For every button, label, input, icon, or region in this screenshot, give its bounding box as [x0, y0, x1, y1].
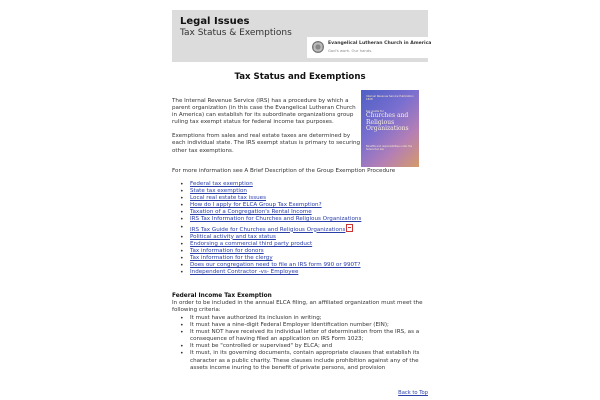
- header-subtitle: Tax Status & Exemptions: [180, 28, 292, 38]
- criteria-list: [180, 315, 428, 372]
- link-donors[interactable]: Tax information for donors: [190, 247, 264, 254]
- more-info-text: For more information see A Brief Description of the Group Exemption Procedure: [172, 168, 396, 174]
- criteria-item: • It must NOT have received its individual letter of determination from the IRS, as a consequence of having filed an application on IRS Form 1023;: [180, 329, 428, 343]
- list-item: [180, 216, 361, 223]
- link-federal-tax-exemption[interactable]: Federal tax exemption: [190, 181, 253, 187]
- list-item: [180, 209, 361, 216]
- book-top-text: Internal Revenue Service Publication 1828: [366, 95, 414, 102]
- list-item: [180, 241, 361, 248]
- elca-logo[interactable]: [307, 37, 432, 58]
- page-content: [172, 10, 432, 396]
- page-header: [172, 10, 432, 62]
- section-heading: Federal Income Tax Exemption: [172, 293, 272, 299]
- link-local-real-estate[interactable]: Local real estate tax issues: [190, 195, 267, 202]
- link-political-activity[interactable]: Political activity and tax status: [190, 233, 276, 240]
- list-item: [180, 234, 361, 241]
- list-item: [180, 255, 361, 262]
- list-item: [180, 262, 361, 269]
- link-clergy[interactable]: Tax information for the clergy: [190, 254, 273, 261]
- link-contractor-vs-employee[interactable]: Independent Contractor -vs- Employee: [190, 269, 299, 276]
- intro-paragraph: The Internal Revenue Service (IRS) has a procedure by which a parent organization (in this case the Evangelical Lutheran Church in America) can establish for its subordinate organizations group ruling tax exempt status for federal income tax purposes.: [172, 98, 356, 126]
- header-title: Legal Issues: [180, 16, 250, 27]
- logo-tagline: God's work. Our hands.: [328, 48, 373, 53]
- list-item: [180, 248, 361, 255]
- list-item: [180, 181, 361, 188]
- link-rental-income[interactable]: Taxation of a Congregation's Rental Income: [190, 209, 312, 216]
- tax-guide-book-cover[interactable]: [361, 90, 419, 167]
- criteria-item: • It must be "controlled or supervised" by ELCA; and: [180, 343, 428, 350]
- page-title: Tax Status and Exemptions: [234, 72, 366, 82]
- link-irs-tax-info[interactable]: IRS Tax Information for Churches and Religious Organizations: [190, 216, 362, 223]
- link-form-990[interactable]: Does our congregation need to file an IRS form 990 or 990T?: [190, 262, 361, 269]
- link-list: [180, 181, 361, 276]
- book-footer: Benefits and responsibilities under the federal tax law: [366, 145, 413, 152]
- elca-cross-icon: [312, 41, 324, 53]
- list-item: [180, 224, 361, 234]
- criteria-item: • It must have a nine-digit Federal Employer Identification number (EIN);: [180, 322, 428, 329]
- book-title: Churches and Religious Organizations: [366, 112, 409, 133]
- intro-text: [172, 98, 362, 162]
- logo-name: Evangelical Lutheran Church in America: [328, 41, 432, 46]
- link-apply-group-exemption[interactable]: How do I apply for ELCA Group Tax Exemption?: [190, 202, 322, 209]
- list-item: [180, 195, 361, 202]
- book-kicker: tax guide for: [366, 109, 384, 113]
- criteria-item: • It must, in its governing documents, contain appropriate clauses that establish its character as a public charity. These clauses include prohibition against any of the assets income inuring to the benefit of private persons, and provision: [180, 350, 428, 371]
- back-to-top-link[interactable]: Back to Top: [398, 390, 428, 396]
- link-state-tax-exemption[interactable]: State tax exemption: [190, 188, 247, 195]
- list-item: [180, 269, 361, 276]
- criteria-item: • It must have authorized its inclusion in writing;: [180, 315, 428, 322]
- section-body: In order to be included in the annual ELCA filing, an affiliated organization must meet the following criteria:: [172, 300, 423, 314]
- pdf-icon: [346, 224, 353, 232]
- link-irs-tax-guide[interactable]: IRS Tax Guide for Churches and Religious Organizations: [190, 226, 346, 233]
- intro-paragraph: Exemptions from sales and real estate taxes are determined by each individual state. The IRS exempt status is primary to securing other tax exemptions.: [172, 133, 361, 154]
- list-item: [180, 188, 361, 195]
- list-item: [180, 202, 361, 209]
- link-endorsing-product[interactable]: Endorsing a commercial third party product: [190, 240, 313, 247]
